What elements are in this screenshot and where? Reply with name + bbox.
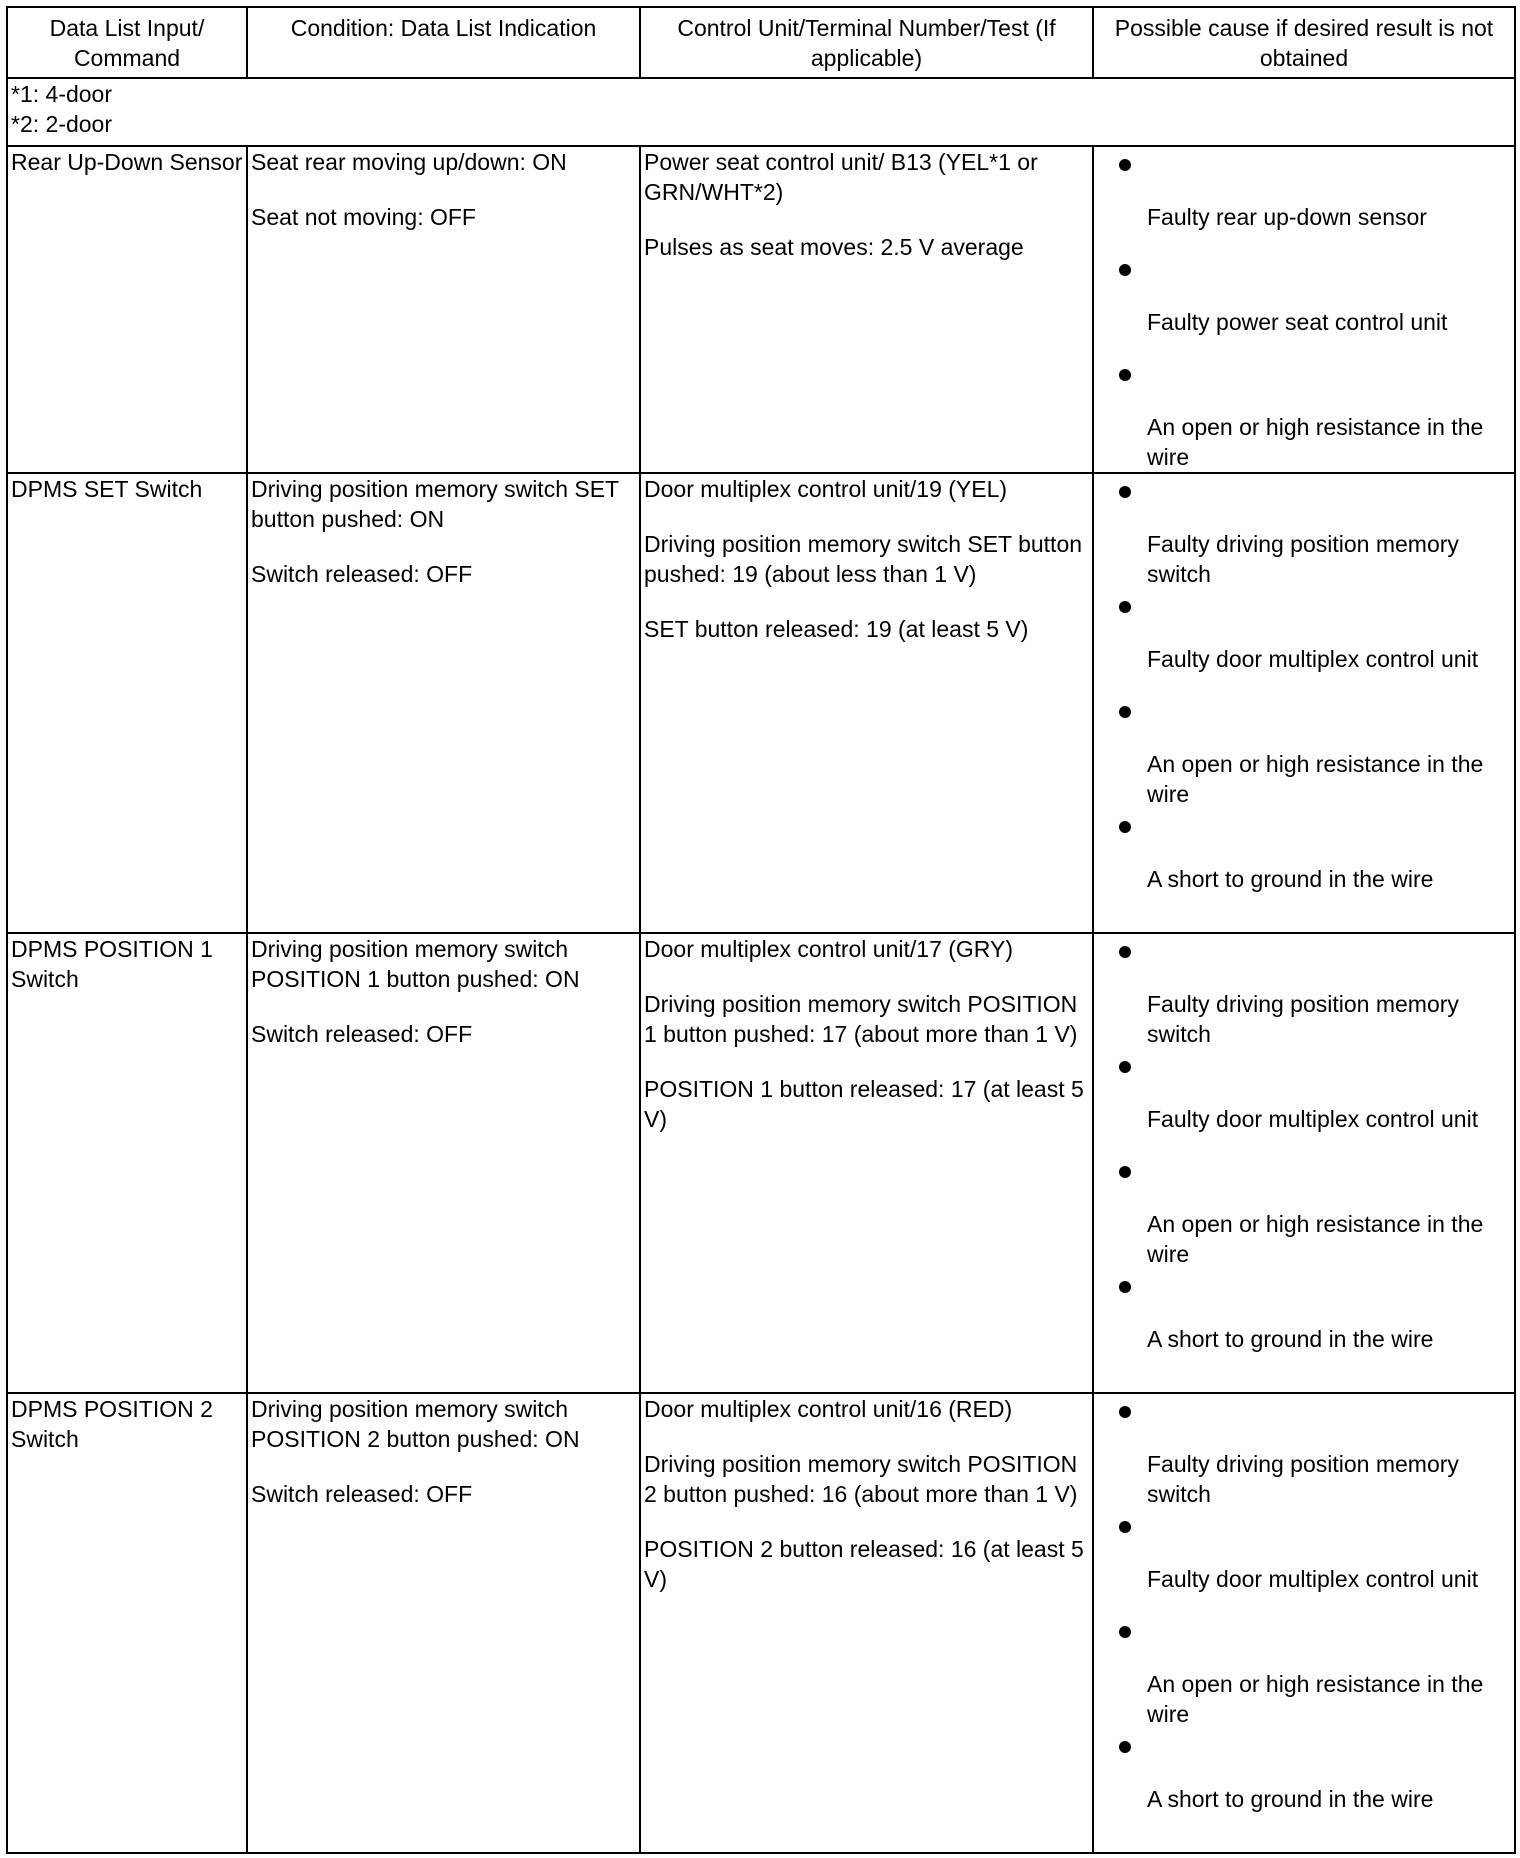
control-text: POSITION 2 button released: 16 (at least 5 V) [644, 1536, 1084, 1592]
bullet-icon [1119, 1281, 1131, 1293]
header-possible-cause: Possible cause if desired result is not obtained [1093, 7, 1515, 78]
table-header-row [7, 7, 1515, 78]
cause-cell [1093, 933, 1515, 1393]
cause-item [1097, 147, 1511, 252]
condition-text: Driving position memory switch POSITION 1 button pushed: ON [251, 936, 580, 992]
input-cell: DPMS POSITION 2 Switch [7, 1393, 247, 1853]
condition-cell [247, 933, 640, 1393]
header-data-list-input: Data List Input/ Command [7, 7, 247, 78]
cause-cell [1093, 473, 1515, 933]
cause-item [1097, 474, 1511, 589]
bullet-icon [1119, 1741, 1131, 1753]
condition-text: Driving position memory switch POSITION 2 button pushed: ON [251, 1396, 580, 1452]
cause-text: Faulty door multiplex control unit [1147, 1566, 1479, 1592]
cause-text: An open or high resistance in the wire [1147, 1671, 1484, 1727]
control-text: Door multiplex control unit/19 (YEL) [644, 476, 1008, 502]
input-cell: DPMS POSITION 1 Switch [7, 933, 247, 1393]
cause-item [1097, 1614, 1511, 1729]
cause-item [1097, 809, 1511, 914]
cause-cell [1093, 146, 1515, 473]
control-text: Driving position memory switch SET button pushed: 19 (about less than 1 V) [644, 531, 1083, 587]
cause-item [1097, 357, 1511, 472]
bullet-icon [1119, 1626, 1131, 1638]
control-text: SET button released: 19 (at least 5 V) [644, 616, 1029, 642]
cause-item [1097, 1394, 1511, 1509]
bullet-icon [1119, 1406, 1131, 1418]
bullet-icon [1119, 1166, 1131, 1178]
cause-text: Faulty power seat control unit [1147, 309, 1448, 335]
condition-text: Seat rear moving up/down: ON [251, 149, 567, 175]
header-control-unit: Control Unit/Terminal Number/Test (If applicable) [640, 7, 1093, 78]
table-row [7, 473, 1515, 933]
bullet-icon [1119, 486, 1131, 498]
control-text: Pulses as seat moves: 2.5 V average [644, 234, 1024, 260]
condition-text: Seat not moving: OFF [251, 204, 476, 230]
control-cell [640, 1393, 1093, 1853]
control-text: Driving position memory switch POSITION 1 button pushed: 17 (about more than 1 V) [644, 991, 1078, 1047]
cause-text: A short to ground in the wire [1147, 1326, 1434, 1352]
bullet-icon [1119, 706, 1131, 718]
bullet-icon [1119, 601, 1131, 613]
cause-text: A short to ground in the wire [1147, 866, 1434, 892]
notes-row [7, 78, 1515, 146]
bullet-icon [1119, 946, 1131, 958]
cause-text: A short to ground in the wire [1147, 1786, 1434, 1812]
input-cell: Rear Up-Down Sensor [7, 146, 247, 473]
header-condition: Condition: Data List Indication [247, 7, 640, 78]
table-row [7, 933, 1515, 1393]
bullet-icon [1119, 369, 1131, 381]
diagnostic-table [6, 6, 1516, 1854]
cause-text: Faulty driving position memory switch [1147, 1451, 1459, 1507]
input-cell: DPMS SET Switch [7, 473, 247, 933]
cause-item [1097, 1729, 1511, 1834]
cause-item [1097, 1154, 1511, 1269]
cause-item [1097, 934, 1511, 1049]
cause-item [1097, 252, 1511, 357]
cause-item [1097, 1269, 1511, 1374]
bullet-icon [1119, 1061, 1131, 1073]
control-cell [640, 933, 1093, 1393]
table-row [7, 1393, 1515, 1853]
control-cell [640, 473, 1093, 933]
bullet-icon [1119, 159, 1131, 171]
document-page [6, 6, 1514, 1852]
cause-text: Faulty rear up-down sensor [1147, 204, 1427, 230]
condition-text: Switch released: OFF [251, 1481, 473, 1507]
control-text: Driving position memory switch POSITION 2 button pushed: 16 (about more than 1 V) [644, 1451, 1078, 1507]
cause-text: Faulty driving position memory switch [1147, 531, 1459, 587]
note-2-door: *2: 2-door [11, 111, 113, 137]
cause-item [1097, 1509, 1511, 1614]
cause-cell [1093, 1393, 1515, 1853]
cause-text: Faulty driving position memory switch [1147, 991, 1459, 1047]
cause-text: Faulty door multiplex control unit [1147, 646, 1479, 672]
control-cell [640, 146, 1093, 473]
condition-text: Driving position memory switch SET button pushed: ON [251, 476, 619, 532]
control-text: POSITION 1 button released: 17 (at least 5 V) [644, 1076, 1084, 1132]
control-text: Door multiplex control unit/17 (GRY) [644, 936, 1013, 962]
cause-text: An open or high resistance in the wire [1147, 1211, 1484, 1267]
condition-text: Switch released: OFF [251, 1021, 473, 1047]
cause-text: Faulty door multiplex control unit [1147, 1106, 1479, 1132]
cause-item [1097, 589, 1511, 694]
bullet-icon [1119, 821, 1131, 833]
condition-cell [247, 146, 640, 473]
condition-cell [247, 1393, 640, 1853]
note-4-door: *1: 4-door [11, 81, 113, 107]
cause-text: An open or high resistance in the wire [1147, 751, 1484, 807]
bullet-icon [1119, 264, 1131, 276]
condition-text: Switch released: OFF [251, 561, 473, 587]
table-row [7, 146, 1515, 473]
cause-item [1097, 694, 1511, 809]
cause-item [1097, 1049, 1511, 1154]
condition-cell [247, 473, 640, 933]
control-text: Door multiplex control unit/16 (RED) [644, 1396, 1013, 1422]
control-text: Power seat control unit/ B13 (YEL*1 or GRN/WHT*2) [644, 149, 1038, 205]
notes-cell [7, 78, 1515, 146]
cause-text: An open or high resistance in the wire [1147, 414, 1484, 470]
bullet-icon [1119, 1521, 1131, 1533]
